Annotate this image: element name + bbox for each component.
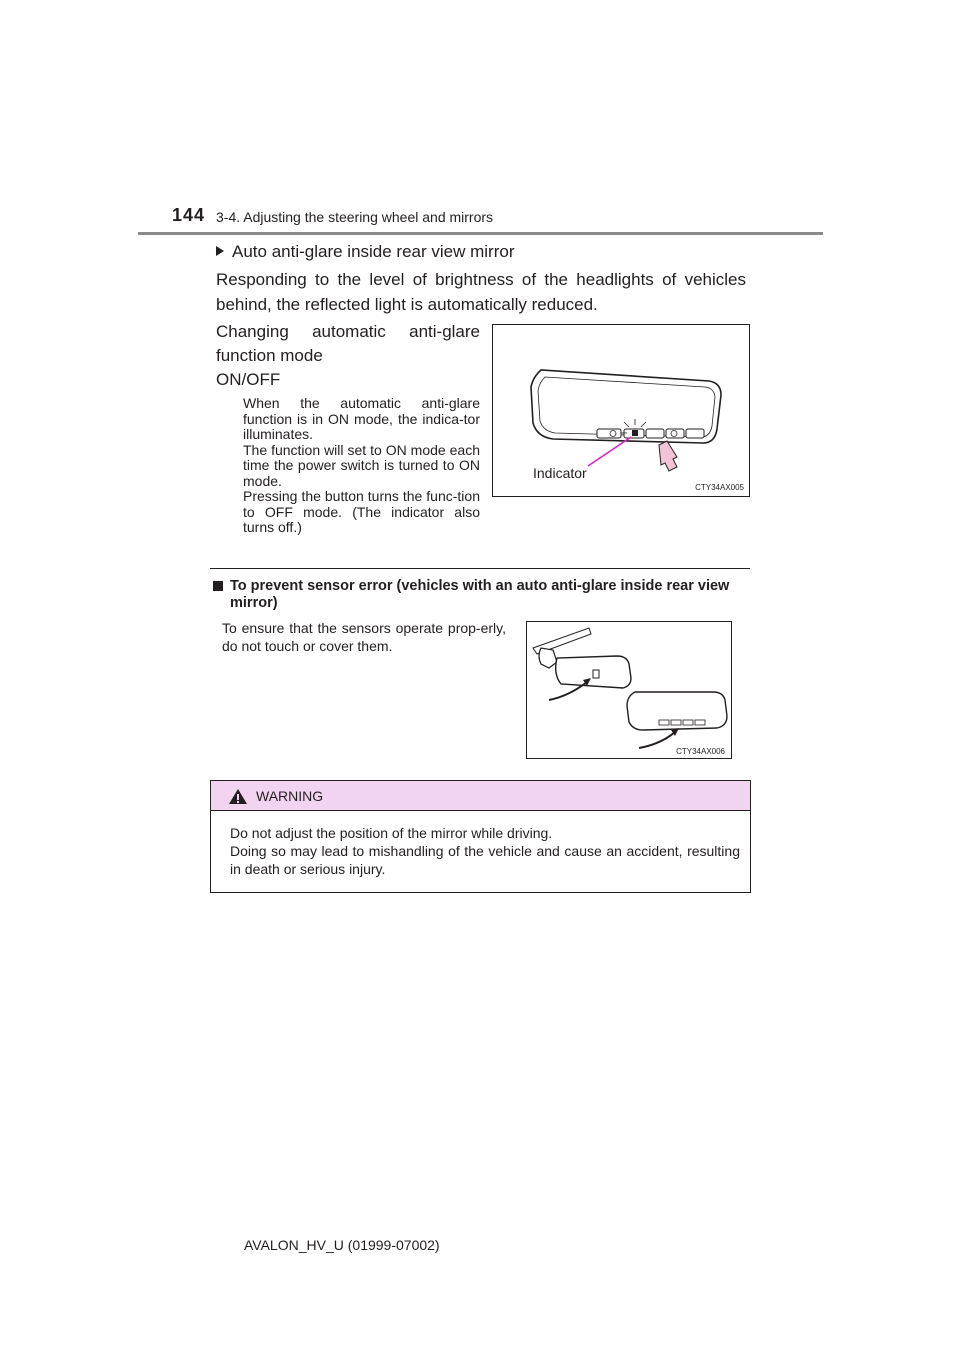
header-rule	[138, 232, 823, 235]
warning-box	[210, 780, 751, 893]
onoff-desc-line-2: The function will set to ON mode each time the power switch is turned to ON mode.	[243, 441, 480, 489]
subsection-heading-text: Auto anti-glare inside rear view mirror	[232, 242, 515, 261]
mirror-indicator-figure	[492, 324, 750, 497]
section-divider	[210, 568, 750, 569]
warning-header	[211, 781, 750, 811]
page-number: 144	[172, 205, 206, 225]
warning-line-1: Do not adjust the position of the mirror while driving.	[230, 825, 553, 841]
section-title: 3-4. Adjusting the steering wheel and mirrors	[216, 209, 494, 225]
warning-title: WARNING	[256, 788, 324, 804]
onoff-desc-line-1: When the automatic anti-glare function is in ON mode, the indica-tor illuminates.	[243, 395, 480, 442]
triangle-bullet-icon	[216, 246, 224, 256]
intro-paragraph: Responding to the level of brightness of the headlights of vehicles behind, the reflected light is automatically reduced.	[216, 270, 746, 314]
warning-body	[230, 824, 740, 878]
subsection-heading	[216, 242, 515, 262]
footer-code: AVALON_HV_U (01999-07002)	[244, 1237, 440, 1253]
indicator-leader-line	[588, 437, 631, 466]
sensor-description: To ensure that the sensors operate prop-erly, do not touch or cover them.	[222, 620, 506, 654]
mirror-sensor-illustration	[527, 622, 731, 758]
sensor-location-figure	[526, 621, 732, 759]
figure2-code: CTY34AX006	[676, 747, 725, 756]
sensor-error-heading-text: To prevent sensor error (vehicles with an auto anti-glare inside rear view mirror)	[230, 578, 730, 611]
rear-view-mirror-illustration	[493, 325, 749, 496]
onoff-description	[243, 396, 480, 536]
square-bullet-icon	[213, 581, 223, 591]
indicator-label: Indicator	[533, 465, 587, 481]
onoff-label: ON/OFF	[216, 370, 281, 389]
onoff-desc-line-3: Pressing the button turns the func-tion to OFF mode. (The indicator also turns off.)	[243, 488, 480, 535]
warning-line-2: Doing so may lead to mishandling of the vehicle and cause an accident, resulting in death or serious injury.	[230, 843, 740, 877]
figure1-code: CTY34AX005	[695, 483, 744, 492]
sensor-error-heading	[213, 578, 750, 612]
press-arrow-icon	[659, 441, 677, 471]
change-mode-heading: Changing automatic anti-glare function mode	[216, 322, 480, 365]
warning-triangle-icon	[228, 788, 248, 805]
